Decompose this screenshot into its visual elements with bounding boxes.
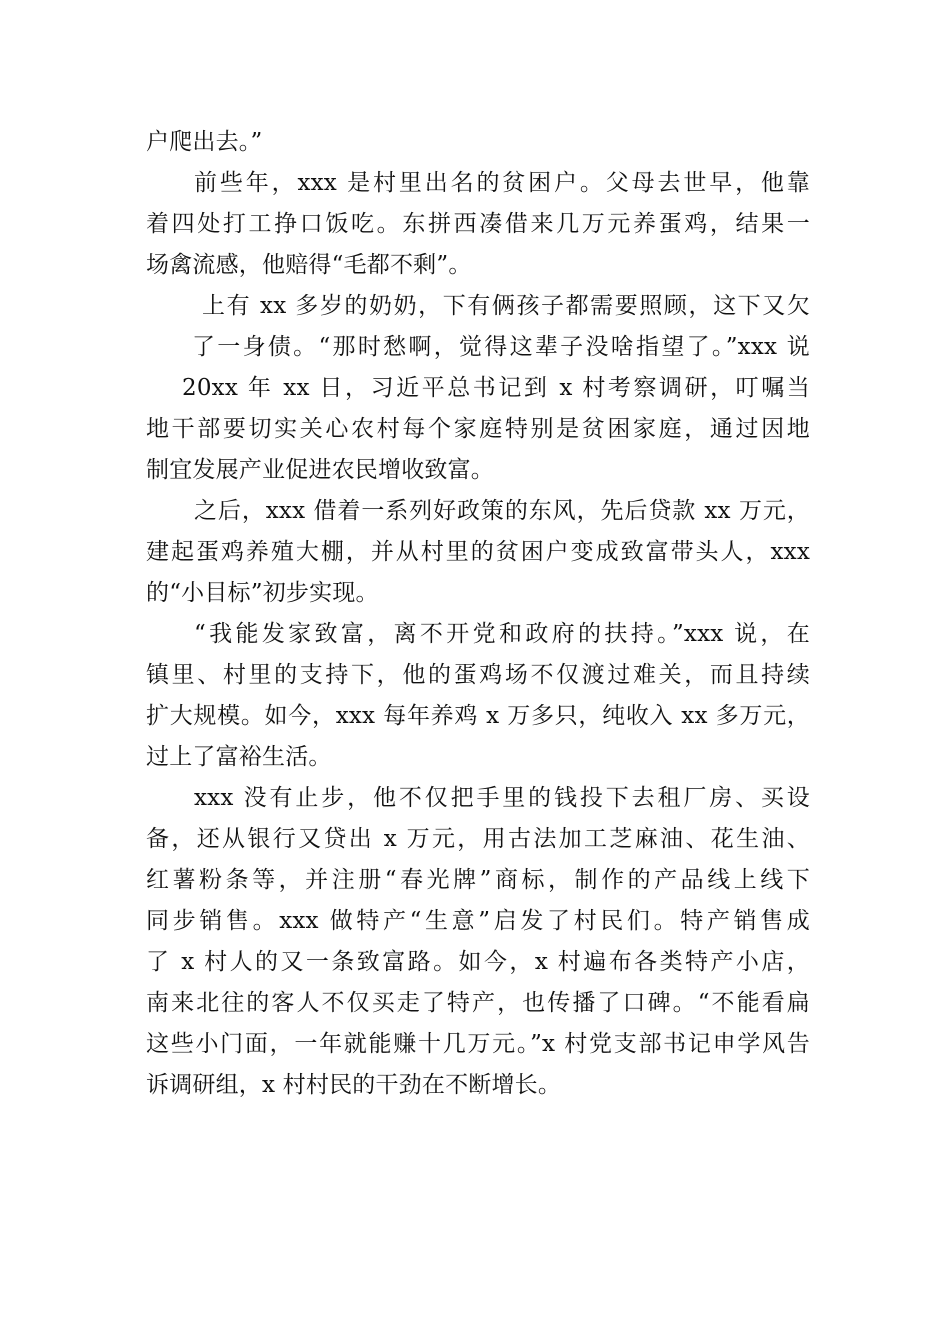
text-line: 场禽流感，他赔得“毛都不剩”。 [146, 252, 472, 278]
text-line: 镇里、村里的支持下，他的蛋鸡场不仅渡过难关，而且持续 [146, 662, 810, 688]
document-body [146, 122, 810, 1106]
text-line: 诉调研组，x 村村民的干劲在不断增长。 [146, 1072, 562, 1098]
text-line: 着四处打工挣口饭吃。东拼西凑借来几万元养蛋鸡，结果一 [146, 211, 810, 237]
text-line: 建起蛋鸡养殖大棚，并从村里的贫困户变成致富带头人，xxx [146, 539, 810, 565]
text-line: 之后，xxx 借着一系列好政策的东风，先后贷款 xx 万元， [194, 498, 810, 524]
text-line: “我能发家致富，离不开党和政府的扶持。”xxx 说，在 [194, 621, 810, 647]
text-line: 地干部要切实关心农村每个家庭特别是贫困家庭，通过因地 [146, 416, 810, 442]
text-line: 的“小目标”初步实现。 [146, 580, 379, 606]
text-line: 20xx 年 xx 日，习近平总书记到 x 村考察调研，叮嘱当 [182, 375, 810, 401]
text-line: 户爬出去。” [146, 129, 263, 155]
text-line: 前些年，xxx 是村里出名的贫困户。父母去世早，他靠 [194, 170, 810, 196]
text-line: 制宜发展产业促进农民增收致富。 [146, 457, 494, 483]
text-line: 上有 xx 多岁的奶奶，下有俩孩子都需要照顾，这下又欠 [202, 293, 810, 319]
text-line: 了 x 村人的又一条致富路。如今，x 村遍布各类特产小店， [146, 949, 810, 975]
text-line: 这些小门面，一年就能赚十几万元。”x 村党支部书记申学风告 [146, 1031, 810, 1057]
text-line: 同步销售。xxx 做特产“生意”启发了村民们。特产销售成 [146, 908, 810, 934]
text-line: 了一身债。“那时愁啊，觉得这辈子没啥指望了。”xxx 说 [192, 334, 810, 360]
text-line: 红薯粉条等，并注册“春光牌”商标，制作的产品线上线下 [146, 867, 810, 893]
text-line: 扩大规模。如今，xxx 每年养鸡 x 万多只，纯收入 xx 多万元， [146, 703, 810, 729]
text-line: 过上了富裕生活。 [146, 744, 332, 770]
text-line: 备，还从银行又贷出 x 万元，用古法加工芝麻油、花生油、 [146, 826, 810, 852]
text-line: xxx 没有止步，他不仅把手里的钱投下去租厂房、买设 [194, 785, 810, 811]
text-line: 南来北往的客人不仅买走了特产，也传播了口碑。“不能看扁 [146, 990, 810, 1016]
